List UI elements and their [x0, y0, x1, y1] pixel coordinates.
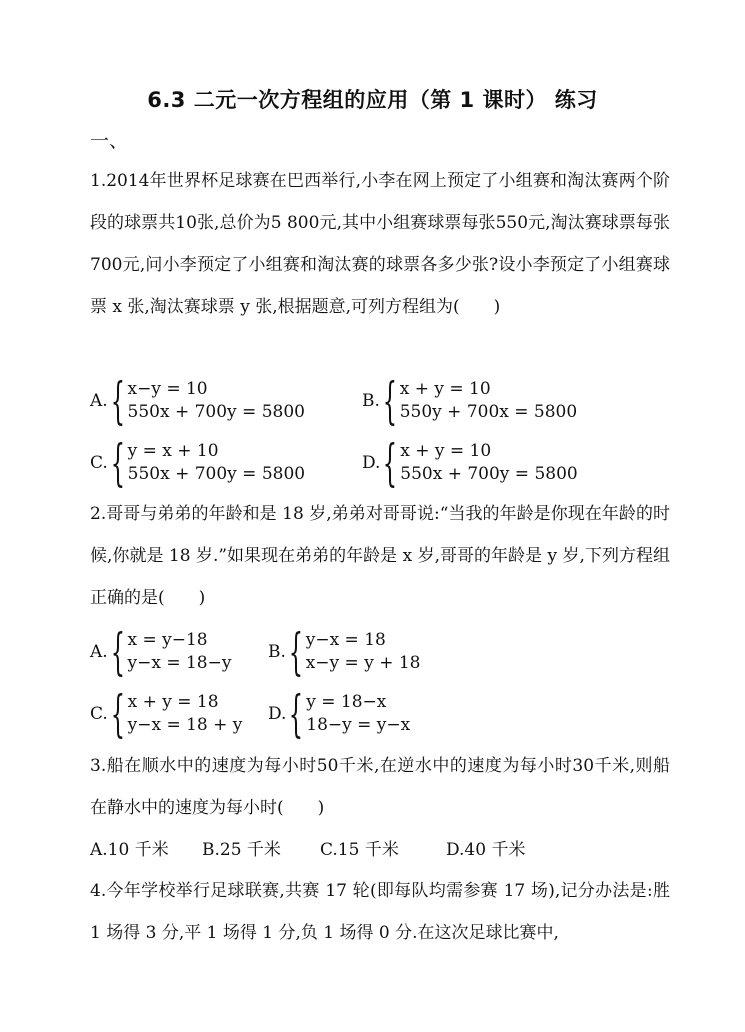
q3-option-b[interactable]: B.25 千米 [202, 840, 281, 860]
equation: x = y−18 [127, 630, 208, 650]
q2-option-b[interactable] [268, 623, 421, 681]
q2-option-d[interactable] [268, 685, 411, 743]
equation-system [400, 440, 577, 486]
equation: y−x = 18 [305, 630, 386, 650]
q3-option-c[interactable]: C.15 千米 [320, 840, 399, 860]
equation-system [128, 629, 232, 675]
brace-icon: { [288, 623, 303, 681]
equation: x−y = y + 18 [305, 653, 421, 673]
equation-system [128, 691, 243, 737]
option-letter: B. [362, 391, 380, 411]
option-letter: C. [90, 704, 108, 724]
q3-option-a[interactable]: A.10 千米 [90, 840, 169, 860]
option-letter: B. [268, 642, 286, 662]
equation: y = x + 10 [127, 441, 219, 461]
equation: 550x + 700y = 5800 [400, 464, 578, 484]
equation: y−x = 18 + y [127, 715, 243, 735]
option-letter: D. [362, 453, 381, 473]
equation: x−y = 10 [127, 379, 208, 399]
q1-option-b[interactable] [362, 372, 578, 430]
q1-option-a[interactable] [90, 372, 305, 430]
brace-icon: { [383, 434, 398, 492]
equation: x + y = 10 [400, 441, 492, 461]
equation: x + y = 18 [127, 692, 219, 712]
q2-option-c[interactable] [90, 685, 243, 743]
question-4-text: 4.今年学校举行足球联赛,共赛 17 轮(即每队均需参赛 17 场),记分办法是:胜 1 场得 3 分,平 1 场得 1 分,负 1 场得 0 分.在这次足球比赛中, [90, 881, 670, 943]
equation-system [128, 378, 305, 424]
brace-icon: { [289, 685, 304, 743]
equation: y = 18−x [306, 692, 387, 712]
option-letter: A. [90, 642, 108, 662]
question-1-text: 1.2014年世界杯足球赛在巴西举行,小李在网上预定了小组赛和淘汰赛两个阶段的球票共10张,总价为5 800元,其中小组赛球票每张550元,淘汰赛球票每张700元,问小李预定了小组赛和淘汰赛的球票各多少张?设小李预定了小组赛球票 x 张,淘汰赛球票 y 张,根据题意,可列方程组为( ) [90, 171, 670, 317]
brace-icon: { [110, 623, 125, 681]
equation: y−x = 18−y [127, 653, 232, 673]
brace-icon: { [110, 372, 125, 430]
q1-option-c[interactable] [90, 434, 306, 492]
q2-option-a[interactable] [90, 623, 232, 681]
question-3-text: 3.船在顺水中的速度为每小时50千米,在逆水中的速度为每小时30千米,则船在静水中的速度为每小时( ) [90, 756, 670, 818]
equation: 18−y = y−x [306, 715, 411, 735]
equation: 550x + 700y = 5800 [127, 402, 305, 422]
question-2-text: 2.哥哥与弟弟的年龄和是 18 岁,弟弟对哥哥说:“当我的年龄是你现在年龄的时候,你就是 18 岁.”如果现在弟弟的年龄是 x 岁,哥哥的年龄是 y 岁,下列方程组正确的是( ) [90, 504, 670, 608]
section-heading: 一、 [90, 130, 129, 152]
equation: 550y + 700x = 5800 [399, 402, 578, 422]
equation-system [400, 378, 577, 424]
brace-icon: { [110, 434, 125, 492]
page-title: 6.3 二元一次方程组的应用（第 1 课时） 练习 [147, 88, 598, 112]
option-letter: A. [90, 391, 108, 411]
equation-system [128, 440, 305, 486]
equation-system [306, 691, 410, 737]
equation: x + y = 10 [399, 379, 491, 399]
option-letter: C. [90, 453, 108, 473]
q3-option-d[interactable]: D.40 千米 [446, 840, 526, 860]
option-letter: D. [268, 704, 287, 724]
equation: 550x + 700y = 5800 [127, 464, 306, 484]
brace-icon: { [382, 372, 397, 430]
q1-option-d[interactable] [362, 434, 578, 492]
equation-system [306, 629, 421, 675]
brace-icon: { [110, 685, 125, 743]
